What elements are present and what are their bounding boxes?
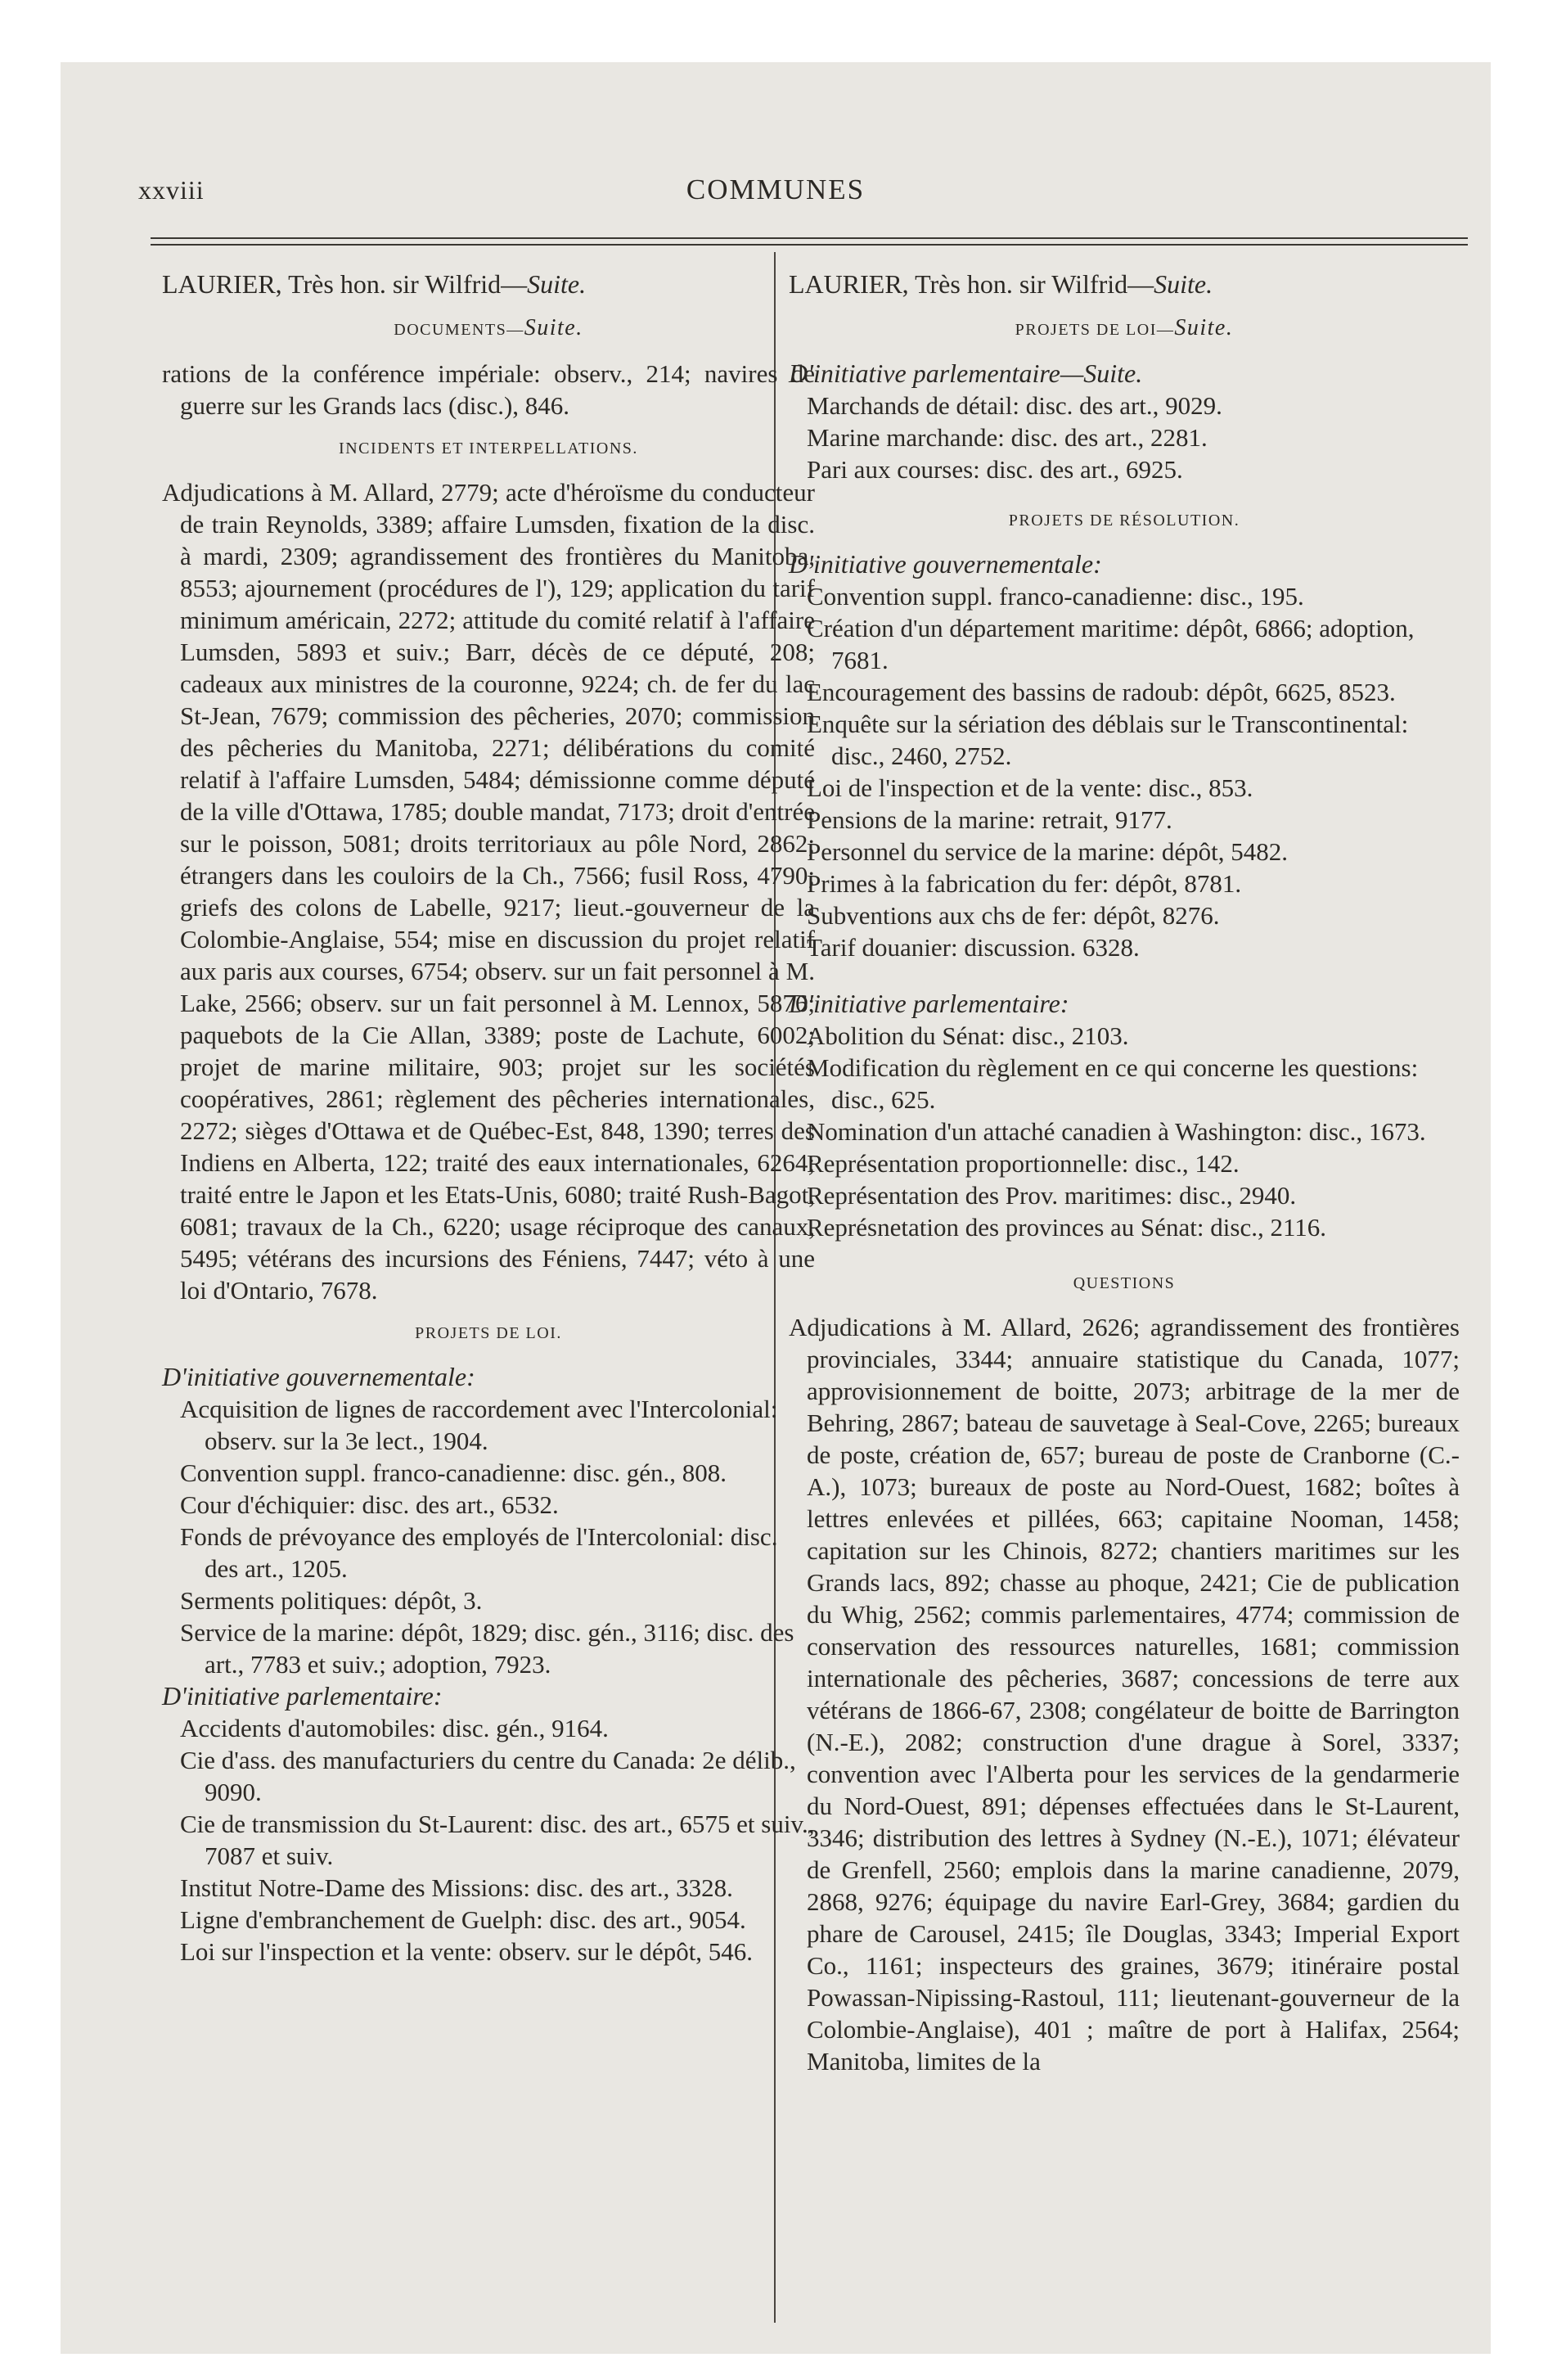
- list-item: Encouragement des bassins de radoub: dépôt, 6625, 8523.: [807, 678, 1396, 706]
- subheading-res-gouvernementale: D'initiative gouvernementale:: [789, 549, 1102, 579]
- subheading-parlementaire-suite: D'initiative parlementaire—Suite.: [789, 358, 1143, 388]
- list-item: Acquisition de lignes de raccordement avec l'Intercolonial: observ. sur la 3e lect., 1904.: [180, 1395, 778, 1455]
- subheading-gouvernementale: D'initiative gouvernementale:: [162, 1362, 475, 1391]
- list-item: Représentation proportionnelle: disc., 142.: [807, 1149, 1240, 1178]
- documents-text: rations de la conférence impériale: observ., 214; navires de guerre sur les Grands lacs (disc.), 846.: [162, 359, 815, 420]
- list-item: Primes à la fabrication du fer: dépôt, 8781.: [807, 869, 1242, 898]
- list-item: Fonds de prévoyance des employés de l'Intercolonial: disc. des art., 1205.: [180, 1522, 778, 1583]
- list-item: Modification du règlement en ce qui concerne les questions: disc., 625.: [807, 1053, 1419, 1114]
- list-item: Création d'un département maritime: dépôt, 6866; adoption, 7681.: [807, 614, 1415, 674]
- section-heading-incidents: INCIDENTS ET INTERPELLATIONS.: [339, 439, 638, 458]
- list-item: Représnetation des provinces au Sénat: disc., 2116.: [807, 1213, 1327, 1242]
- section-heading-resolution: PROJETS DE RÉSOLUTION.: [1008, 512, 1240, 530]
- running-head-suite: Suite.: [1154, 269, 1213, 299]
- projets-heading-suite: Suite.: [1174, 315, 1234, 340]
- section-heading-documents: [162, 312, 815, 346]
- list-item: Pensions de la marine: retrait, 9177.: [807, 805, 1172, 834]
- list-item: Subventions aux chs de fer: dépôt, 8276.: [807, 901, 1220, 930]
- list-item: Convention suppl. franco-canadienne: disc., 195.: [807, 582, 1304, 611]
- right-column: [789, 268, 1460, 2077]
- running-head-text: LAURIER, Très hon. sir Wilfrid—: [162, 269, 528, 299]
- page-title: COMMUNES: [686, 174, 866, 205]
- subheading-res-parlementaire: D'initiative parlementaire:: [789, 989, 1069, 1018]
- left-column: [162, 268, 815, 1968]
- documents-heading-suite: Suite.: [524, 315, 583, 340]
- list-item: Personnel du service de la marine: dépôt, 5482.: [807, 837, 1288, 866]
- section-heading-projets-de-loi: PROJETS DE LOI.: [415, 1324, 562, 1342]
- scanned-page: [61, 62, 1491, 2354]
- running-head-text: LAURIER, Très hon. sir Wilfrid—: [789, 269, 1154, 299]
- list-item: Ligne d'embranchement de Guelph: disc. des art., 9054.: [180, 1905, 746, 1934]
- section-heading-questions: QUESTIONS: [1073, 1274, 1176, 1292]
- list-item: Serments politiques: dépôt, 3.: [180, 1586, 483, 1615]
- list-item: Tarif douanier: discussion. 6328.: [807, 933, 1140, 962]
- list-item: Loi de l'inspection et de la vente: disc., 853.: [807, 773, 1253, 802]
- list-item: Service de la marine: dépôt, 1829; disc. gén., 3116; disc. des art., 7783 et suiv.; adoption, 7923.: [180, 1618, 794, 1679]
- page-header: [61, 62, 1491, 226]
- list-item: Accidents d'automobiles: disc. gén., 9164.: [180, 1714, 609, 1742]
- running-head-left: [162, 268, 815, 300]
- incidents-text: Adjudications à M. Allard, 2779; acte d'héroïsme du conducteur de train Reynolds, 3389; affaire Lumsden, fixation de la disc. à mardi, 2309; agrandissement des frontières du Manitoba, 8553; ajournement (procédures de l'), 129; application du tarif minimum américain, 2272; attitude du comité relatif à l'affaire Lumsden, 5893 et suiv.; Barr, décès de ce député, 208; cadeaux aux ministres de la couronne, 9224; ch. de fer du lac St-Jean, 7679; commission des pêcheries, 2070; commission des pêcheries du Manitoba, 2271; délibérations du comité relatif à l'affaire Lumsden, 5484; démissionne comme député de la ville d'Ottawa, 1785; double mandat, 7173; droit d'entrée sur le poisson, 5081; droits territoriaux au pôle Nord, 2862; étrangers dans les couloirs de la Ch., 7566; fusil Ross, 4790; griefs des colons de Labelle, 9217; lieut.-gouverneur de la Colombie-Anglaise, 554; mise en discussion du projet relatif aux paris aux courses, 6754; observ. sur un fait personnel à M. Lake, 2566; observ. sur un fait personnel à M. Lennox, 5876; paquebots de la Cie Allan, 3389; poste de Lachute, 6002; projet de marine militaire, 903; projet sur les sociétés coopératives, 2861; règlement des pêcheries internationales, 2272; sièges d'Ottawa et de Québec-Est, 848, 1390; terres des Indiens en Alberta, 122; traité des eaux internationales, 6264; traité entre le Japon et les Etats-Unis, 6080; traité Rush-Bagot, 6081; travaux de la Ch., 6220; usage réciproque des canaux, 5495; vétérans des incursions des Féniens, 7447; véto à une loi d'Ontario, 7678.: [162, 478, 815, 1305]
- section-heading-projets-suite: [789, 312, 1460, 346]
- list-item: Cie de transmission du St-Laurent: disc. des art., 6575 et suiv., 7087 et suiv.: [180, 1810, 815, 1870]
- list-item: Nomination d'un attaché canadien à Washington: disc., 1673.: [807, 1117, 1426, 1146]
- running-head-right: [789, 268, 1460, 300]
- running-head-suite: Suite.: [527, 269, 587, 299]
- header-rule-bottom: [151, 244, 1468, 246]
- subheading-parlementaire: D'initiative parlementaire:: [162, 1681, 443, 1711]
- list-item: Abolition du Sénat: disc., 2103.: [807, 1021, 1129, 1050]
- questions-text: Adjudications à M. Allard, 2626; agrandissement des frontières provinciales, 3344; annuaire statistique du Canada, 1077; approvisionnement de boitte, 2073; arbitrage de la mer de Behring, 2867; bateau de sauvetage à Seal-Cove, 2265; bureaux de poste, création de, 657; bureau de poste de Cranborne (C.-A.), 1073; bureaux de poste au Nord-Ouest, 1682; boîtes à lettres enlevées et pillées, 663; capitaine Nooman, 1458; capitation sur les Chinois, 8272; chantiers maritimes sur les Grands lacs, 892; chasse au phoque, 2421; Cie de publication du Whig, 2562; commis parlementaires, 4774; commission de conservation des ressources naturelles, 1681; commission internationale des pêcheries, 3687; concessions de terre aux vétérans de 1866-67, 2308; congélateur de boitte de Barrington (N.-E.), 2082; construction d'une drague à Sorel, 3337; convention avec l'Alberta pour les services de la gendarmerie du Nord-Ouest, 891; dépenses effectuées dans le St-Laurent, 3346; distribution des lettres à Sydney (N.-E.), 1071; élévateur de Grenfell, 2560; emplois dans la marine canadienne, 2079, 2868, 9276; équipage du navire Earl-Grey, 3684; gardien du phare de Carousel, 2415; île Douglas, 3343; Imperial Export Co., 1161; inspecteurs des graines, 3679; itinéraire postal Powassan-Nipissing-Rastoul, 111; lieutenant-gouverneur de la Colombie-Anglaise), 401 ; maître de port à Halifax, 2564; Manitoba, limites de la: [789, 1313, 1460, 2076]
- list-item: Cour d'échiquier: disc. des art., 6532.: [180, 1490, 559, 1519]
- documents-heading: DOCUMENTS—: [394, 321, 524, 339]
- list-item: Enquête sur la sériation des déblais sur le Transcontinental: disc., 2460, 2752.: [807, 710, 1409, 770]
- list-item: Représentation des Prov. maritimes: disc., 2940.: [807, 1181, 1297, 1210]
- list-item: Pari aux courses: disc. des art., 6925.: [807, 455, 1183, 484]
- list-item: Marchands de détail: disc. des art., 9029.: [807, 391, 1222, 420]
- list-item: Convention suppl. franco-canadienne: disc. gén., 808.: [180, 1458, 727, 1487]
- projets-heading: PROJETS DE LOI—: [1015, 321, 1175, 339]
- list-item: Marine marchande: disc. des art., 2281.: [807, 423, 1208, 452]
- page-number: xxviii: [138, 175, 205, 205]
- header-rule-top: [151, 237, 1468, 239]
- list-item: Loi sur l'inspection et la vente: observ. sur le dépôt, 546.: [180, 1937, 754, 1966]
- list-item: Institut Notre-Dame des Missions: disc. des art., 3328.: [180, 1873, 733, 1902]
- list-item: Cie d'ass. des manufacturiers du centre du Canada: 2e délib., 9090.: [180, 1746, 796, 1806]
